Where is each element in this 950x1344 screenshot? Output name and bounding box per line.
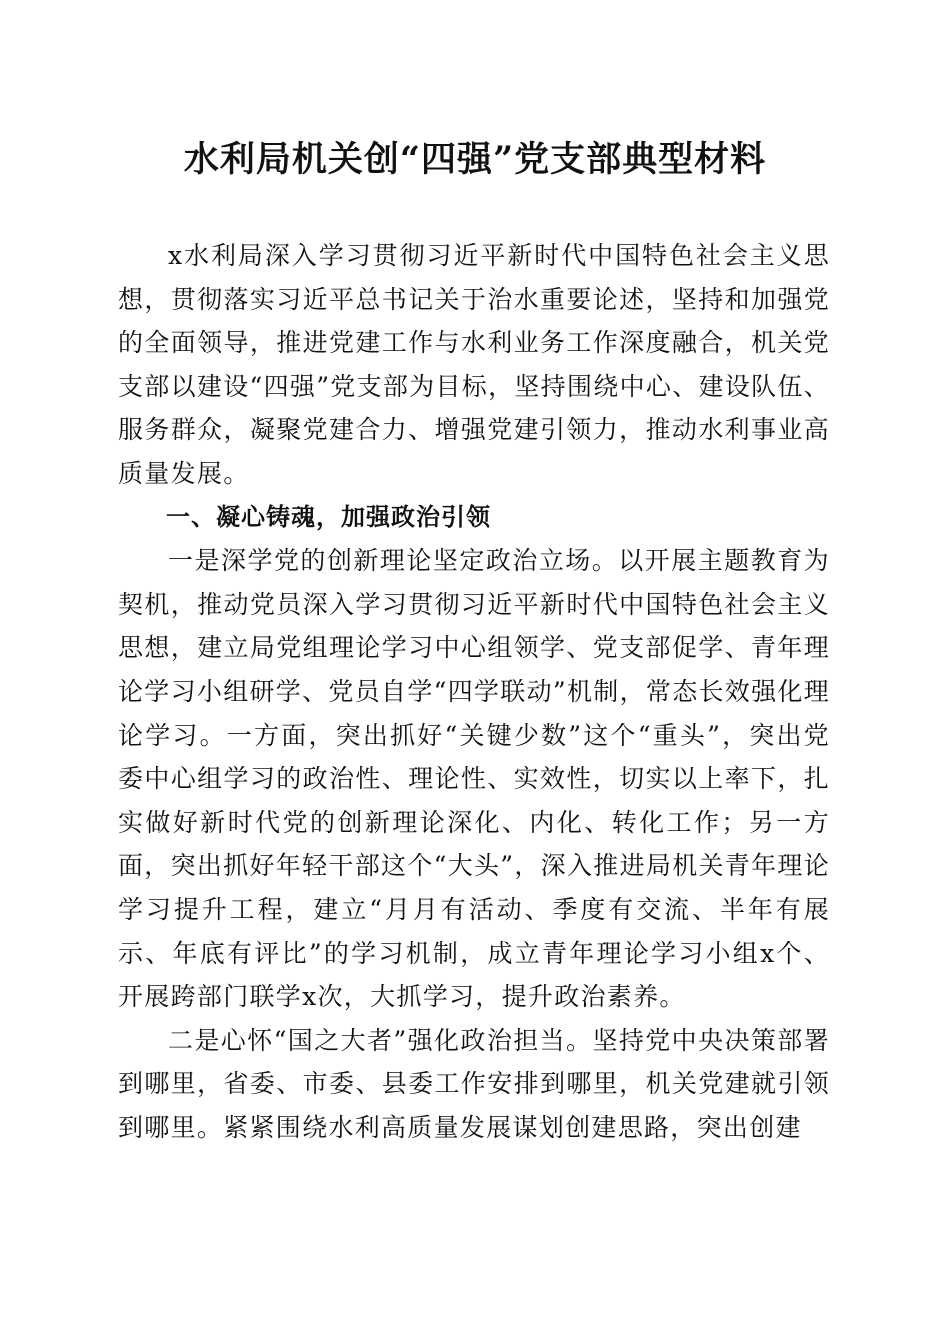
- body-paragraph-1: 一是深学党的创新理论坚定政治立场。以开展主题教育为契机，推动党员深入学习贯彻习近平新时代中国特色社会主义思想，建立局党组理论学习中心组领学、党支部促学、青年理论学习小组研学、党员自学“四学联动”机制，常态长效强化理论学习。一方面，突出抓好“关键少数”这个“重头”，突出党委中心组学习的政治性、理论性、实效性，切实以上率下，扎实做好新时代党的创新理论深化、内化、转化工作；另一方面，突出抓好年轻干部这个“大头”，深入推进局机关青年理论学习提升工程，建立“月月有活动、季度有交流、半年有展示、年底有评比”的学习机制，成立青年理论学习小组x个、开展跨部门联学x次，大抓学习，提升政治素养。: [118, 546, 830, 1012]
- intro-paragraph: x水利局深入学习贯彻习近平新时代中国特色社会主义思想，贯彻落实习近平总书记关于治水重要论述，坚持和加强党的全面领导，推进党建工作与水利业务工作深度融合，机关党支部以建设“四强”党支部为目标，坚持围绕中心、建设队伍、服务群众，凝聚党建合力、增强党建引领力，推动水利事业高质量发展。: [118, 241, 830, 488]
- document-title: 水利局机关创“四强”党支部典型材料: [183, 139, 767, 180]
- document-body: [118, 234, 830, 1149]
- body-paragraph-2: 二是心怀“国之大者”强化政治担当。坚持党中央决策部署到哪里，省委、市委、县委工作安排到哪里，机关党建就引领到哪里。紧紧围绕水利高质量发展谋划创建思路，突出创建: [118, 1025, 830, 1142]
- section-heading: 一、凝心铸魂，加强政治引领: [166, 502, 491, 531]
